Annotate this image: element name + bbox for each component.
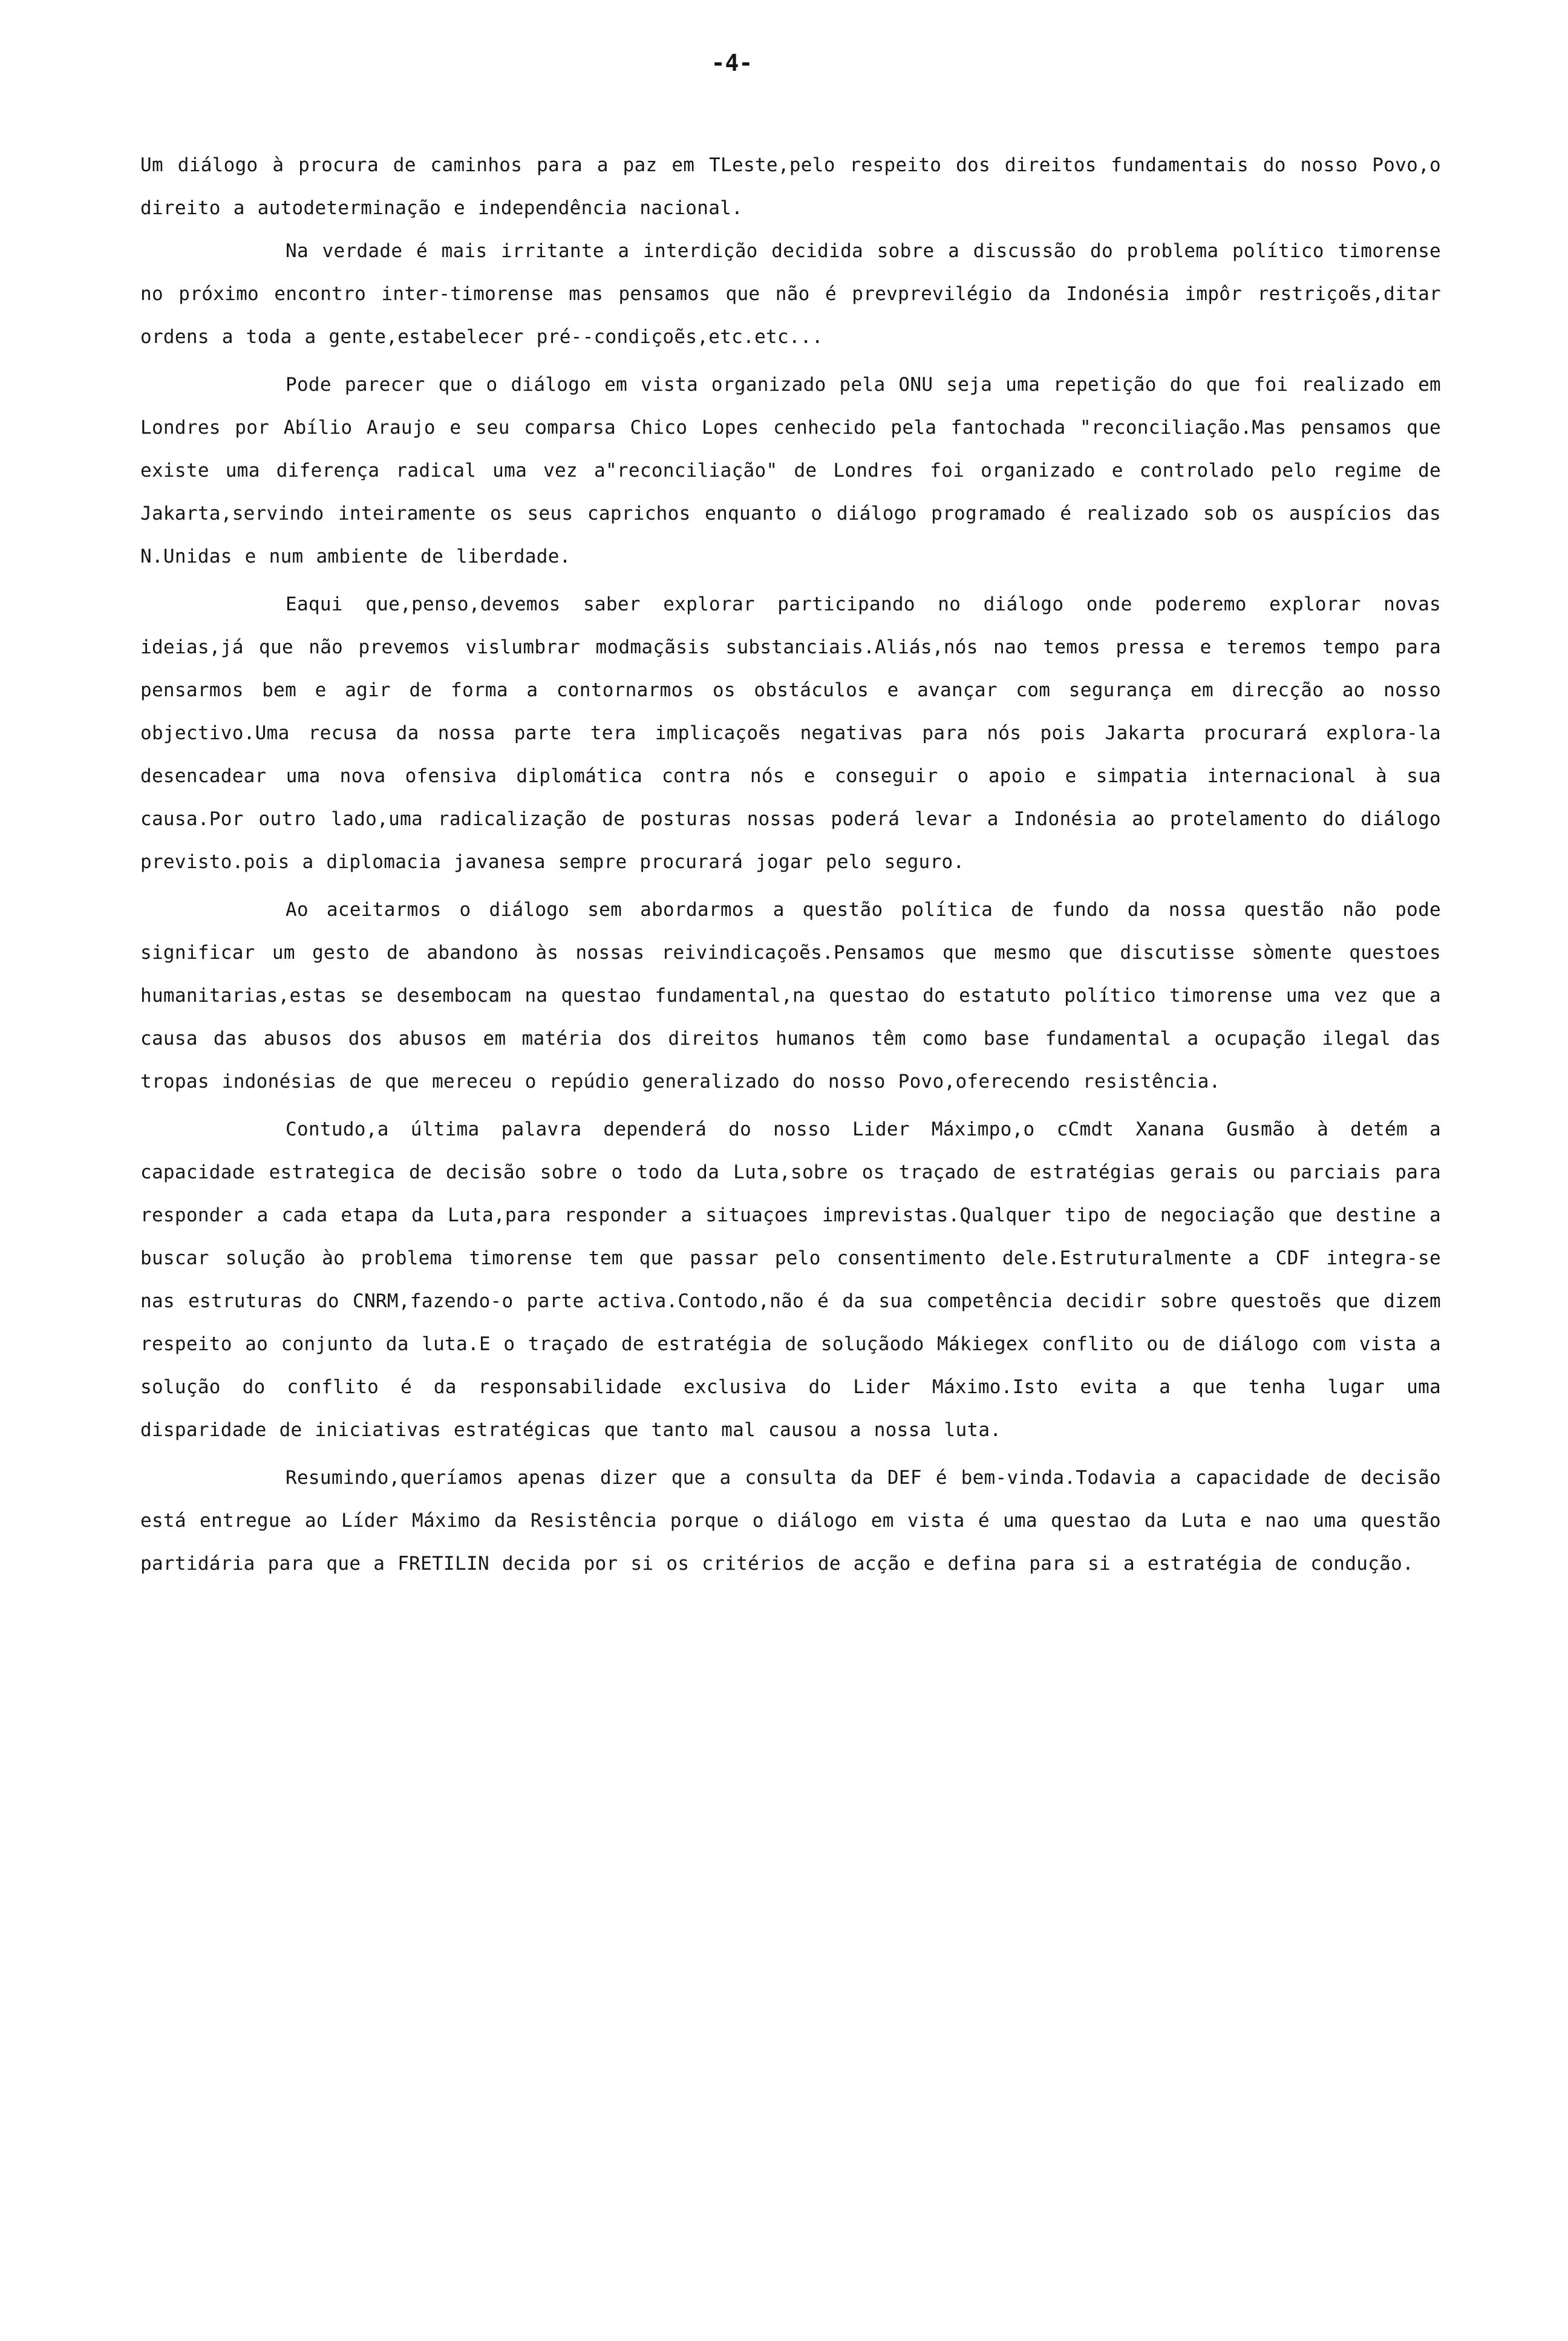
paragraph-interdiction: Na verdade é mais irritante a interdição decidida sobre a discussão do problema político timorense no próximo encontro inter-timorense mas pensamos que não é prevprevilégio da Indonésia impôr restriçoẽs,ditar ordens a toda a gente,estabelecer pré--condiçoẽs,etc.etc... (140, 240, 1441, 348)
body-text (140, 144, 1441, 1585)
paragraph-explore-ideas: Eaqui que,penso,devemos saber explorar participando no diálogo onde poderemo explorar novas ideias,já que não prevemos vislumbrar modmaçãsis substanciais.Aliás,nós nao temos pressa e teremos tempo para pensarmos bem e agir de forma a contornarmos os obstáculos e avançar com segurança em direcção ao nosso objectivo.Uma recusa da nossa parte tera implicaçoẽs negativas para nós pois Jakarta procurará explora-la desencadear uma nova ofensiva diplomática contra nós e conseguir o apoio e simpatia internacional à sua causa.Por outro lado,uma radicalização de posturas nossas poderá levar a Indonésia ao protelamento do diálogo previsto.pois a diplomacia javanesa sempre procurará jogar pelo seguro. (140, 593, 1441, 873)
paragraph-intro: Um diálogo à procura de caminhos para a paz em TLeste,pelo respeito dos direitos fundamentais do nosso Povo,o direito a autodeterminação e independência nacional. (140, 154, 1441, 219)
paragraph-accept-dialogue: Ao aceitarmos o diálogo sem abordarmos a questão política de fundo da nossa questão não pode significar um gesto de abandono às nossas reivindicaçoẽs.Pensamos que mesmo que discutisse sòmente questoes humanitarias,estas se desembocam na questao fundamental,na questao do estatuto político timorense uma vez que a causa das abusos dos abusos em matéria dos direitos humanos têm como base fundamental a ocupação ilegal das tropas indonésias de que mereceu o repúdio generalizado do nosso Povo,oferecendo resistência. (140, 899, 1441, 1092)
paragraph-london-dialogue: Pode parecer que o diálogo em vista organizado pela ONU seja uma repetição do que foi realizado em Londres por Abílio Araujo e seu comparsa Chico Lopes cenhecido pela fantochada "reconciliação.Mas pensamos que existe uma diferença radical uma vez a"reconciliação" de Londres foi organizado e controlado pelo regime de Jakarta,servindo inteiramente os seus caprichos enquanto o diálogo programado é realizado sob os auspícios das N.Unidas e num ambiente de liberdade. (140, 374, 1441, 567)
page-number: -4- (711, 50, 753, 76)
paragraph-summary: Resumindo,queríamos apenas dizer que a consulta da DEF é bem-vinda.Todavia a capacidade de decisão está entregue ao Líder Máximo da Resistência porque o diálogo em vista é uma questao da Luta e nao uma questão partidária para que a FRETILIN decida por si os critérios de acção e defina para si a estratégia de condução. (140, 1467, 1441, 1575)
paragraph-supreme-leader: Contudo,a última palavra dependerá do nosso Lider Máximpo,o cCmdt Xanana Gusmão à detém a capacidade estrategica de decisão sobre o todo da Luta,sobre os traçado de estratégias gerais ou parciais para responder a cada etapa da Luta,para responder a situaçoes imprevistas.Qualquer tipo de negociação que destine a buscar solução ào problema timorense tem que passar pelo consentimento dele.Estruturalmente a CDF integra-se nas estruturas do CNRM,fazendo-o parte activa.Contodo,não é da sua competência decidir sobre questoẽs que dizem respeito ao conjunto da luta.E o traçado de estratégia de soluçãodo Mákiegex conflito ou de diálogo com vista a solução do conflito é da responsabilidade exclusiva do Lider Máximo.Isto evita a que tenha lugar uma disparidade de iniciativas estratégicas que tanto mal causou a nossa luta. (140, 1118, 1441, 1441)
